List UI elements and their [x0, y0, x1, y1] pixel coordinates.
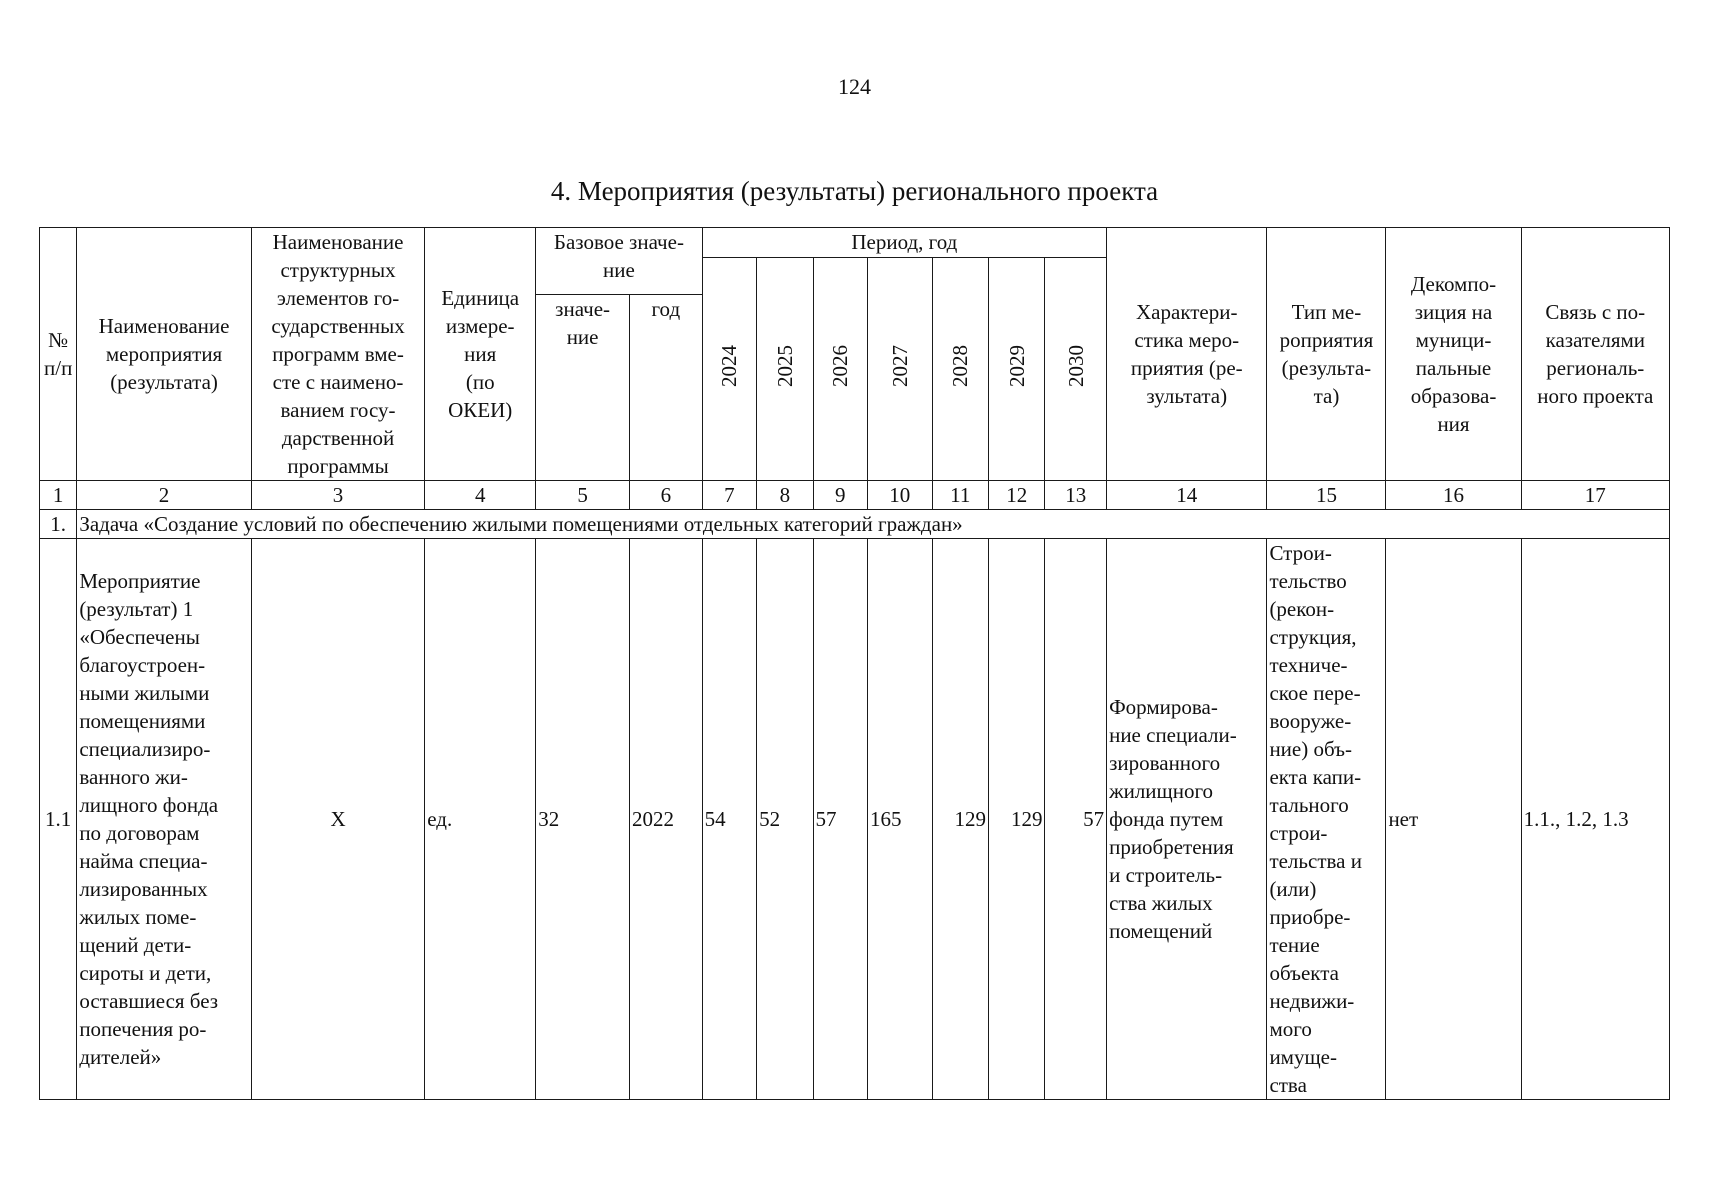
- column-number: 13: [1045, 481, 1107, 510]
- column-number: 3: [251, 481, 424, 510]
- header-base-year: год: [630, 295, 703, 481]
- header-year-2029: 2029: [989, 258, 1045, 481]
- header-year-2025: 2025: [757, 258, 813, 481]
- column-number: 5: [536, 481, 630, 510]
- row-value-2027: 165: [868, 539, 933, 1100]
- table-row: [40, 539, 1670, 1100]
- column-numbers-row: [40, 481, 1670, 510]
- row-decomposition: нет: [1386, 539, 1521, 1100]
- column-number: 17: [1521, 481, 1669, 510]
- row-number: 1.1: [40, 539, 77, 1100]
- column-number: 8: [757, 481, 813, 510]
- header-characteristic: Характери- стика меро- приятия (ре- зультата): [1107, 228, 1267, 481]
- header-unit: Единица измере- ния (по ОКЕИ): [425, 228, 536, 481]
- header-name: Наименование мероприятия (результата): [77, 228, 251, 481]
- page-number: 124: [838, 74, 871, 99]
- row-link: 1.1., 1.2, 1.3: [1521, 539, 1669, 1100]
- row-structural: X: [251, 539, 424, 1100]
- column-number: 7: [702, 481, 756, 510]
- column-number: 11: [932, 481, 988, 510]
- row-value-2028: 129: [932, 539, 988, 1100]
- events-table: [39, 227, 1670, 1100]
- column-number: 4: [425, 481, 536, 510]
- task-number: 1.: [40, 510, 77, 539]
- column-number: 12: [989, 481, 1045, 510]
- column-number: 1: [40, 481, 77, 510]
- column-number: 6: [630, 481, 703, 510]
- task-row: [40, 510, 1670, 539]
- column-number: 16: [1386, 481, 1521, 510]
- row-characteristic: Формирова- ние специали- зированного жилищного фонда путем приобретения и строитель- ства жилых помещений: [1107, 539, 1267, 1100]
- section-title: 4. Мероприятия (результаты) регионального проекта: [550, 176, 1159, 206]
- row-value-2029: 129: [989, 539, 1045, 1100]
- header-type: Тип ме- роприятия (результа- та): [1267, 228, 1386, 481]
- row-value-2026: 57: [813, 539, 867, 1100]
- header-structural: Наименование структурных элементов го- сударственных программ вме- сте с наимено- ванием госу- дарственной программы: [251, 228, 424, 481]
- row-unit: ед.: [425, 539, 536, 1100]
- column-number: 14: [1107, 481, 1267, 510]
- task-text: Задача «Создание условий по обеспечению жилыми помещениями отдельных категорий граждан»: [77, 510, 1670, 539]
- row-value-2030: 57: [1045, 539, 1107, 1100]
- header-num: № п/п: [40, 228, 77, 481]
- header-link: Связь с по- казателями региональ- ного проекта: [1521, 228, 1669, 481]
- row-base-year: 2022: [630, 539, 703, 1100]
- row-name: Мероприятие (результат) 1 «Обеспечены благоустроен- ными жилыми помещениями специализиро- ванного жи- лищного фонда по договорам найма специа- лизированных жилых поме- щений дети- сироты и дети, оставшиеся без попечения ро- дителей»: [77, 539, 251, 1100]
- row-value-2024: 54: [702, 539, 756, 1100]
- header-base-value: значе- ние: [536, 295, 630, 481]
- header-base: Базовое значе- ние: [536, 228, 702, 295]
- header-year-2030: 2030: [1045, 258, 1107, 481]
- header-year-2024: 2024: [702, 258, 756, 481]
- header-year-2028: 2028: [932, 258, 988, 481]
- header-decomposition: Декомпо- зиция на муници- пальные образова- ния: [1386, 228, 1521, 481]
- column-number: 9: [813, 481, 867, 510]
- row-value-2025: 52: [757, 539, 813, 1100]
- header-year-2026: 2026: [813, 258, 867, 481]
- column-number: 2: [77, 481, 251, 510]
- column-number: 15: [1267, 481, 1386, 510]
- header-year-2027: 2027: [868, 258, 933, 481]
- header-period: Период, год: [702, 228, 1106, 258]
- row-type: Строи- тельство (рекон- струкция, техниче- ское пере- вооруже- ние) объ- екта капи- тального строи- тельства и (или) приобре- тение объекта недвижи- мого имуще- ства: [1267, 539, 1386, 1100]
- column-number: 10: [868, 481, 933, 510]
- row-base-value: 32: [536, 539, 630, 1100]
